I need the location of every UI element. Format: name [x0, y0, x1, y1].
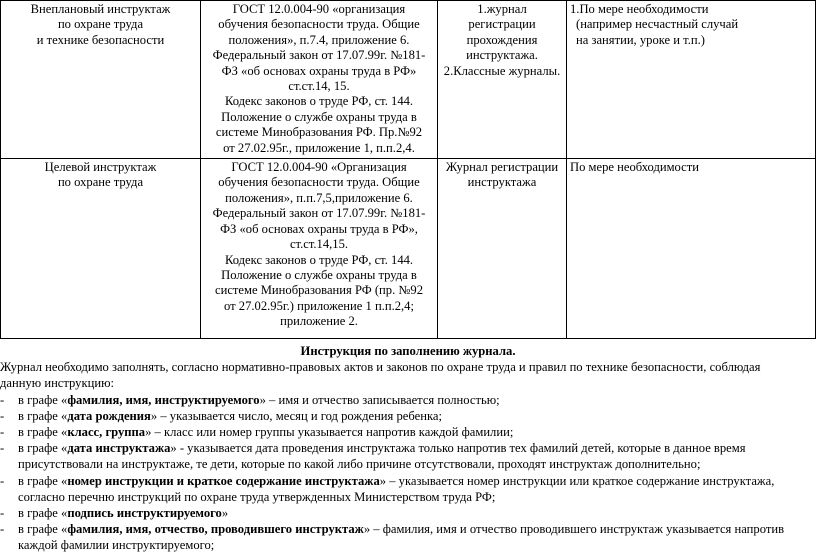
cell-line: ст.ст.14,15.	[289, 237, 349, 252]
list-item-line	[18, 408, 442, 424]
cell-line: системе Минобразования РФ. Пр.№92	[215, 125, 423, 140]
cell-line: Кодекс законов о труде РФ, ст. 144.	[224, 252, 414, 267]
instructions-title: Инструкция по заполнению журнала.	[300, 344, 516, 358]
list-item-description: » – указывается число, месяц и год рождения ребенка;	[150, 408, 442, 423]
list-item-continuation: присутствовали на инструктаже, те дети, которые по какой либо причине отсутствовали, проходят инструктаж дополнительно;	[18, 457, 701, 472]
list-item-prefix: в графе «	[18, 425, 68, 440]
list-item-field-name: номер инструкции и краткое содержание инструктажа	[67, 473, 380, 488]
list-item-prefix: в графе «	[18, 408, 68, 423]
cell-line: Федеральный закон от 17.07.99г. №181-	[212, 206, 426, 221]
table-cell-basis	[201, 159, 438, 339]
cell-line: положения», п.7.4, приложение 6.	[228, 32, 410, 47]
list-item-line	[18, 505, 228, 521]
cell-line: по охране труда	[57, 17, 144, 32]
table-row	[1, 1, 816, 159]
cell-line: положения», п.п.7,5,приложение 6.	[225, 190, 413, 205]
cell-line: по охране труда	[57, 175, 144, 190]
list-item	[0, 505, 816, 521]
list-item	[0, 424, 816, 440]
list-item	[0, 392, 816, 408]
cell-line: Положение о службе охраны труда в	[221, 267, 417, 282]
cell-line: регистрации	[468, 17, 536, 32]
cell-line: инструктажа.	[466, 48, 538, 63]
list-item-field-name: дата инструктажа	[67, 441, 171, 456]
bullet-dash: -	[0, 473, 5, 488]
list-item-prefix: в графе «	[18, 473, 68, 488]
list-item-description: » – фамилия, имя и отчество проводившего инструктаж указывается напротив	[363, 522, 785, 537]
cell-line: обучения безопасности труда. Общие	[218, 175, 420, 190]
list-item-description: » – указывается номер инструкции или краткое содержание инструктажа,	[379, 473, 775, 488]
cell-line: от 27.02.95г.) приложение 1 п.п.2,4;	[224, 298, 414, 313]
bullet-dash: -	[0, 408, 5, 423]
instructions-section	[0, 343, 816, 554]
list-item-description: » – класс или номер группы указывается напротив каждой фамилии;	[145, 425, 514, 440]
list-item-line	[18, 392, 500, 408]
cell-line: прохождения	[466, 32, 538, 47]
bullet-dash: -	[0, 522, 5, 537]
list-item-field-name: подпись инструктируемого	[67, 506, 222, 521]
list-item	[0, 408, 816, 424]
list-item	[0, 440, 816, 456]
cell-line: 1.журнал	[477, 2, 527, 16]
cell-line: ФЗ «об основах охраны труда в РФ»	[221, 63, 417, 78]
list-item-description: » - указывается дата проведения инструктажа только напротив тех фамилий детей, которые в данное время	[170, 441, 746, 456]
instructions-intro-line-2: данную инструкцию:	[0, 376, 114, 391]
list-item-description: » – имя и отчество записывается полностью;	[259, 392, 500, 407]
list-item-line	[18, 440, 746, 456]
bullet-dash: -	[0, 506, 5, 521]
cell-line: ГОСТ 12.0.004-90 «организация	[232, 2, 406, 16]
cell-line: По мере необходимости	[570, 160, 699, 175]
cell-line: ГОСТ 12.0.004-90 «Организация	[231, 160, 407, 175]
cell-line: Кодекс законов о труде РФ, ст. 144.	[224, 94, 414, 109]
cell-line: Внеплановый инструктаж	[30, 2, 171, 16]
cell-line: Положение о службе охраны труда в	[221, 109, 417, 124]
bullet-dash: -	[0, 441, 5, 456]
list-item-field-name: дата рождения	[67, 408, 151, 423]
cell-line: 2.Классные журналы.	[443, 63, 561, 78]
list-item	[0, 473, 816, 489]
cell-line: обучения безопасности труда. Общие	[218, 17, 420, 32]
list-item-line	[18, 473, 774, 489]
table-cell-basis	[201, 1, 438, 159]
cell-line: системе Минобразования РФ (пр. №92	[215, 283, 423, 298]
cell-line: Целевой инструктаж	[44, 160, 157, 175]
table-cell-type	[1, 159, 201, 339]
cell-line: на занятии, уроке и т.п.)	[576, 32, 705, 47]
cell-line: 1.По мере необходимости	[570, 2, 709, 16]
list-item-line	[18, 424, 513, 440]
cell-line: и технике безопасности	[36, 32, 165, 47]
list-item-continuation: каждой фамилии инструктируемого;	[18, 538, 215, 553]
list-item-prefix: в графе «	[18, 441, 68, 456]
bullet-dash: -	[0, 425, 5, 440]
table-cell-docs	[438, 159, 567, 339]
cell-line: ст.ст.14, 15.	[288, 79, 350, 94]
cell-line: приложение 2.	[280, 314, 358, 329]
cell-line: инструктажа	[467, 175, 537, 190]
cell-line: ФЗ «об основах охраны труда в РФ»,	[220, 221, 418, 236]
cell-line: Федеральный закон от 17.07.99г. №181-	[212, 48, 426, 63]
cell-line: от 27.02.95г., приложение 1, п.п.2,4.	[223, 140, 415, 155]
list-item-description: »	[221, 506, 229, 521]
list-item-continuation: согласно перечню инструкций по охране труда утвержденных Министерством труда РФ;	[18, 489, 496, 504]
cell-line: Журнал регистрации	[445, 160, 559, 175]
table-cell-when	[567, 1, 816, 159]
table-row	[1, 159, 816, 339]
list-item-line	[18, 521, 784, 537]
instructions-list	[0, 392, 816, 554]
table-cell-type	[1, 1, 201, 159]
table-cell-docs	[438, 1, 567, 159]
bullet-dash: -	[0, 392, 5, 407]
list-item-prefix: в графе «	[18, 392, 68, 407]
list-item-field-name: фамилия, имя, инструктируемого	[67, 392, 260, 407]
list-item-prefix: в графе «	[18, 522, 68, 537]
table-cell-when	[567, 159, 816, 339]
instructions-intro-line-1: Журнал необходимо заполнять, согласно нормативно-правовых актов и законов по охране труда и правил по технике безопасности, соблюдая	[0, 360, 761, 375]
cell-line: (например несчастный случай	[576, 17, 739, 32]
list-item-field-name: класс, группа	[67, 425, 146, 440]
list-item-prefix: в графе «	[18, 506, 68, 521]
list-item	[0, 521, 816, 537]
list-item-field-name: фамилия, имя, отчество, проводившего инструктаж	[67, 522, 364, 537]
